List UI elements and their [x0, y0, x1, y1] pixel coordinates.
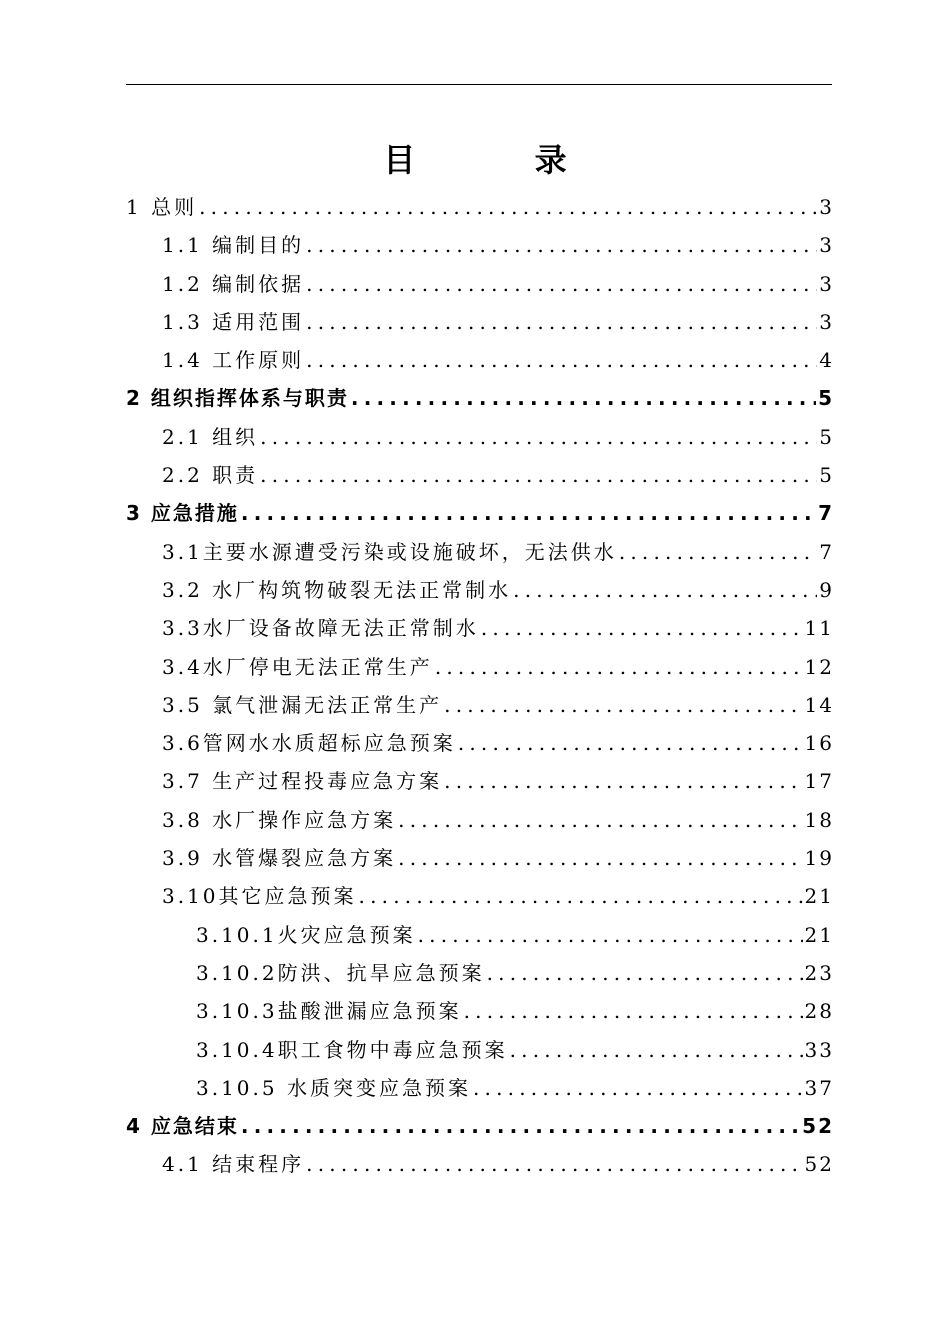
toc-page-number: 7	[819, 539, 834, 564]
toc-page-number: 16	[804, 731, 834, 756]
toc-dot-leader	[306, 265, 817, 303]
toc-entry[interactable]	[126, 533, 832, 571]
toc-entry-title: 3.10.5 水质突变应急预案	[196, 1075, 471, 1100]
table-of-contents	[126, 188, 832, 1184]
toc-page-number: 18	[804, 807, 834, 832]
toc-entry[interactable]	[126, 379, 832, 417]
toc-page-number: 11	[804, 616, 834, 641]
toc-dot-leader	[241, 494, 816, 532]
toc-entry-title: 2.2 职责	[162, 463, 259, 488]
toc-page-number: 28	[804, 999, 834, 1024]
toc-entry[interactable]	[126, 686, 832, 724]
toc-page-number: 5	[818, 386, 834, 411]
toc-entry-title: 3.8 水厂操作应急方案	[162, 807, 397, 832]
toc-entry[interactable]	[126, 1069, 832, 1107]
toc-entry[interactable]	[126, 916, 832, 954]
toc-page-number: 17	[804, 769, 834, 794]
toc-dot-leader	[398, 801, 802, 839]
toc-dot-leader	[306, 341, 817, 379]
toc-entry-title: 3.10.4职工食物中毒应急预案	[196, 1037, 508, 1062]
toc-dot-leader	[359, 877, 803, 915]
toc-dot-leader	[481, 609, 803, 647]
toc-dot-leader	[513, 571, 817, 609]
toc-entry[interactable]	[126, 571, 832, 609]
toc-entry[interactable]	[126, 494, 832, 532]
toc-entry[interactable]	[126, 1031, 832, 1069]
toc-entry-title: 1.1 编制目的	[162, 233, 305, 258]
toc-entry[interactable]	[126, 877, 832, 915]
toc-dot-leader	[473, 1069, 803, 1107]
toc-entry[interactable]	[126, 456, 832, 494]
toc-entry-title: 1.4 工作原则	[162, 348, 305, 373]
toc-page-number: 52	[802, 1114, 834, 1139]
toc-page-number: 14	[804, 692, 834, 717]
toc-dot-leader	[619, 533, 817, 571]
toc-dot-leader	[260, 456, 817, 494]
toc-entry[interactable]	[126, 648, 832, 686]
toc-entry-title: 3.5 氯气泄漏无法正常生产	[162, 692, 443, 717]
toc-dot-leader	[398, 839, 802, 877]
toc-dot-leader	[458, 724, 803, 762]
toc-entry-title: 4 应急结束	[126, 1114, 239, 1139]
toc-entry[interactable]	[126, 609, 832, 647]
toc-entry-title: 1 总则	[126, 195, 198, 219]
toc-dot-leader	[351, 379, 816, 417]
toc-page-number: 37	[804, 1075, 834, 1100]
toc-entry-title: 3 应急措施	[126, 501, 239, 526]
toc-dot-leader	[444, 762, 802, 800]
toc-entry-title: 4.1 结束程序	[162, 1152, 305, 1177]
toc-entry[interactable]	[126, 303, 832, 341]
toc-entry-title: 1.2 编制依据	[162, 271, 305, 296]
toc-entry[interactable]	[126, 839, 832, 877]
toc-dot-leader	[306, 303, 817, 341]
toc-entry-title: 3.10.3盐酸泄漏应急预案	[196, 999, 462, 1024]
toc-entry[interactable]	[126, 992, 832, 1030]
toc-entry-title: 3.10.2防洪、抗旱应急预案	[196, 960, 485, 985]
toc-entry-title: 1.3 适用范围	[162, 309, 305, 334]
toc-entry-title: 3.7 生产过程投毒应急方案	[162, 769, 443, 794]
toc-page-number: 5	[819, 424, 834, 449]
toc-entry[interactable]	[126, 762, 832, 800]
toc-dot-leader	[306, 226, 817, 264]
toc-dot-leader	[487, 954, 803, 992]
toc-page-number: 3	[819, 271, 834, 296]
toc-entry-title: 2.1 组织	[162, 424, 259, 449]
toc-entry-title: 3.10其它应急预案	[162, 884, 357, 909]
toc-page-number: 23	[804, 960, 834, 985]
toc-page-number: 7	[818, 501, 834, 526]
toc-entry[interactable]	[126, 226, 832, 264]
toc-page-number: 21	[804, 922, 834, 947]
toc-entry-title: 3.2 水厂构筑物破裂无法正常制水	[162, 577, 512, 602]
toc-page-number: 21	[804, 884, 834, 909]
toc-entry[interactable]	[126, 954, 832, 992]
toc-dot-leader	[260, 418, 817, 456]
toc-page-number: 52	[804, 1152, 834, 1177]
toc-dot-leader	[435, 648, 803, 686]
toc-entry-title: 3.1主要水源遭受污染或设施破坏，无法供水	[162, 539, 617, 564]
toc-entry[interactable]	[126, 265, 832, 303]
toc-entry[interactable]	[126, 341, 832, 379]
toc-entry-title: 3.4水厂停电无法正常生产	[162, 654, 433, 679]
toc-dot-leader	[199, 188, 817, 226]
toc-entry[interactable]	[126, 188, 832, 226]
toc-dot-leader	[464, 992, 803, 1030]
toc-page-number: 5	[819, 463, 834, 488]
toc-page-number: 12	[804, 654, 834, 679]
toc-entry-title: 3.3水厂设备故障无法正常制水	[162, 616, 479, 641]
toc-entry[interactable]	[126, 418, 832, 456]
toc-dot-leader	[418, 916, 803, 954]
toc-entry-title: 3.9 水管爆裂应急方案	[162, 846, 397, 871]
toc-page-number: 33	[804, 1037, 834, 1062]
toc-dot-leader	[444, 686, 802, 724]
toc-page-number: 19	[804, 846, 834, 871]
toc-page-number: 3	[819, 195, 834, 219]
toc-dot-leader	[510, 1031, 803, 1069]
toc-dot-leader	[306, 1145, 802, 1183]
page-title: 目 录	[383, 141, 621, 179]
toc-entry[interactable]	[126, 724, 832, 762]
toc-entry-title: 3.6管网水水质超标应急预案	[162, 731, 456, 756]
toc-page-number: 9	[819, 577, 834, 602]
toc-page-number: 4	[819, 348, 834, 373]
header-rule	[126, 84, 832, 85]
toc-page-number: 3	[819, 309, 834, 334]
toc-entry-title: 3.10.1火灾应急预案	[196, 922, 416, 947]
toc-entry[interactable]	[126, 801, 832, 839]
toc-entry-title: 2 组织指挥体系与职责	[126, 386, 349, 411]
toc-page-number: 3	[819, 233, 834, 258]
toc-dot-leader	[241, 1107, 800, 1145]
toc-entry[interactable]	[126, 1107, 832, 1145]
toc-entry[interactable]	[126, 1145, 832, 1183]
